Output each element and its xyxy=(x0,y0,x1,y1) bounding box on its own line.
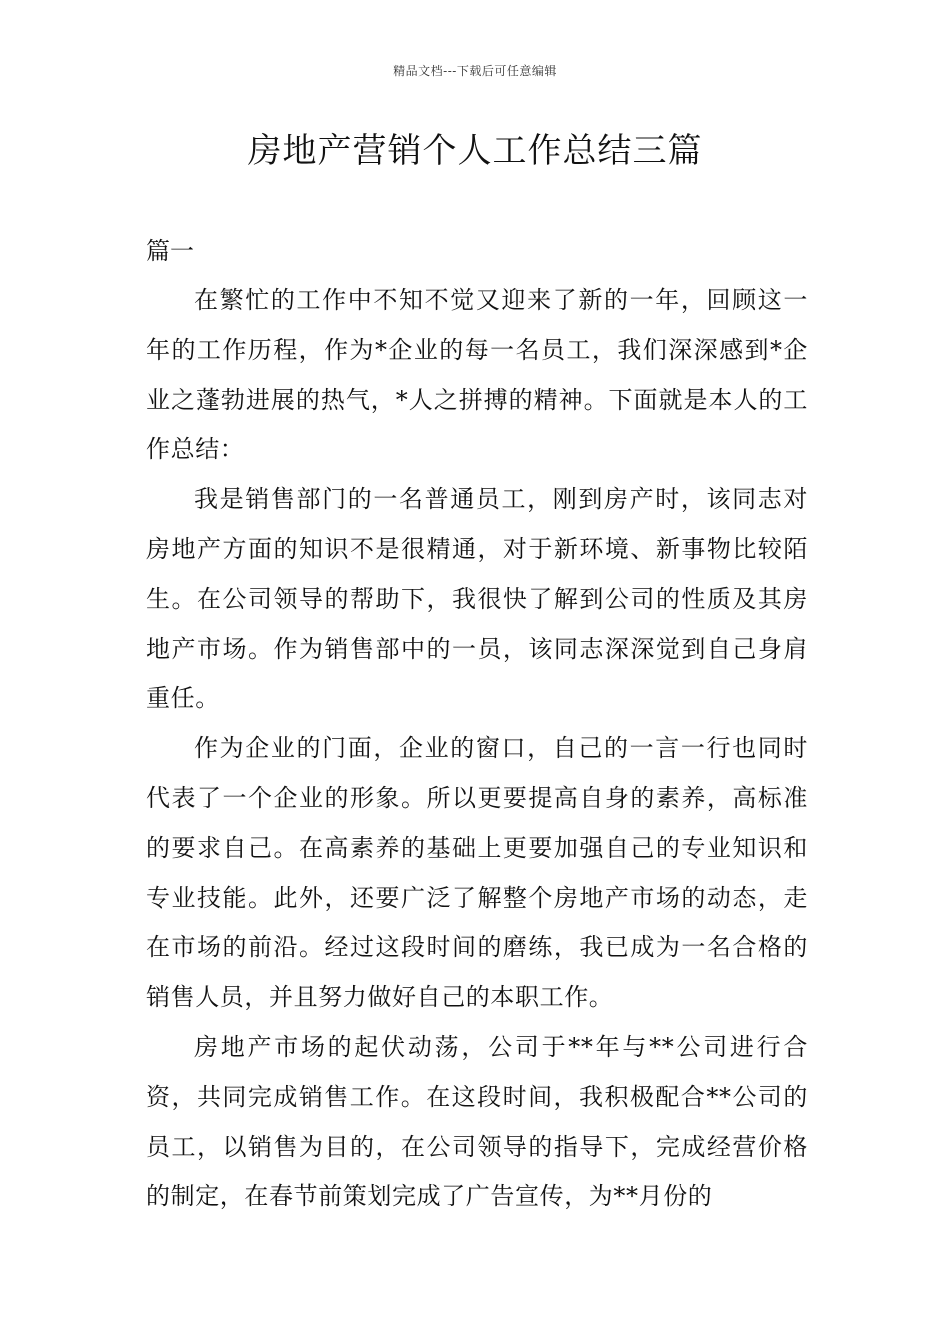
section-label: 篇一 xyxy=(146,237,194,265)
document-title: 房地产营销个人工作总结三篇 xyxy=(247,131,703,171)
paragraph-2: 我是销售部门的一名普通员工，刚到房产时，该同志对房地产方面的知识不是很精通，对于新环境、新事物比较陌生。在公司领导的帮助下，我很快了解到公司的性质及其房地产市场。作为销售部中的一员，该同志深深觉到自己身肩重任。 xyxy=(146,485,808,713)
paragraph-3: 作为企业的门面，企业的窗口，自己的一言一行也同时代表了一个企业的形象。所以更要提高自身的素养，高标准的要求自己。在高素养的基础上更要加强自己的专业知识和专业技能。此外，还要广泛了解整个房地产市场的动态，走在市场的前沿。经过这段时间的磨练，我已成为一名合格的销售人员，并且努力做好自己的本职工作。 xyxy=(146,734,808,1012)
paragraph-4: 房地产市场的起伏动荡，公司于**年与**公司进行合资，共同完成销售工作。在这段时间，我积极配合**公司的员工，以销售为目的，在公司领导的指导下，完成经营价格的制定，在春节前策划完成了广告宣传，为**月份的 xyxy=(146,1032,808,1211)
header-note: 精品文档---下载后可任意编辑 xyxy=(393,64,557,78)
document-body xyxy=(146,226,808,1222)
paragraph-1: 在繁忙的工作中不知不觉又迎来了新的一年，回顾这一年的工作历程，作为*企业的每一名员工，我们深深感到*企业之蓬勃进展的热气，*人之拼搏的精神。下面就是本人的工作总结： xyxy=(146,286,808,464)
